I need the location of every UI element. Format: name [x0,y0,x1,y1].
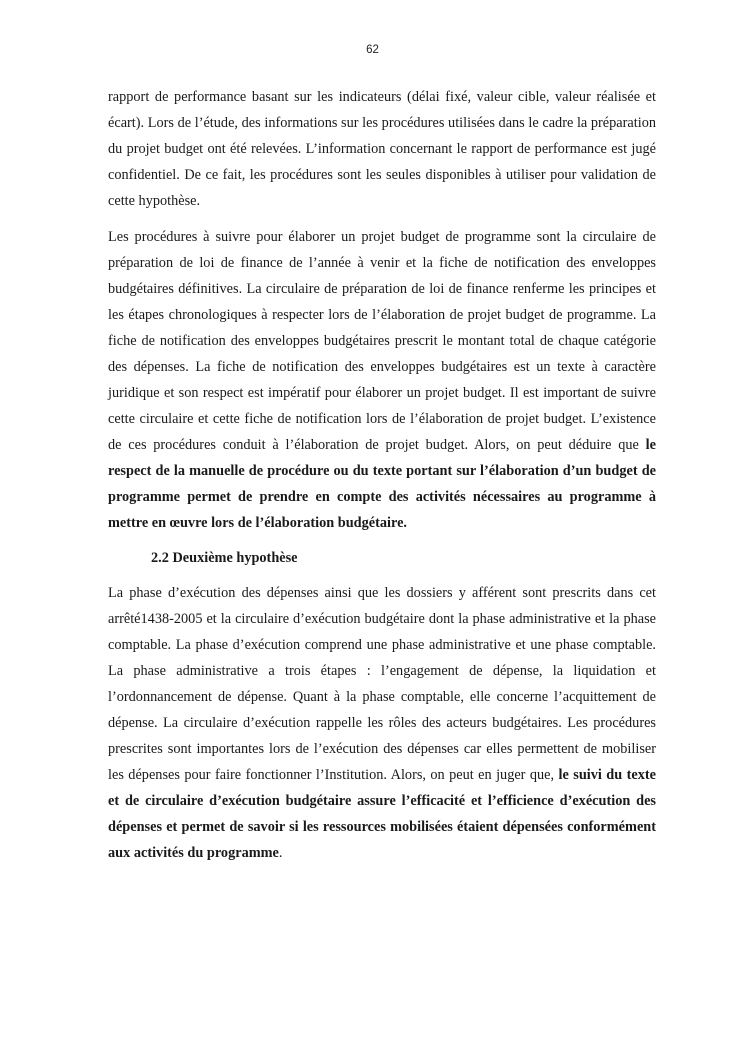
paragraph-end-punctuation: . [278,845,283,861]
paragraph-text: rapport de performance basant sur les indicateurs (délai fixé, valeur cible, valeur réalisée et écart). Lors de l’étude, des informations sur les procédures utilisées dans le cadre la préparation du projet budget ont été relevées. L’information concernant le rapport de performance est jugé confidentiel. De ce fait, les procédures sont les seules disponibles à utiliser pour validation de cette hypothèse. [108,89,656,209]
paragraph-execution-phase [108,580,656,866]
section-heading: 2.2 Deuxième hypothèse [151,550,298,566]
paragraph-conclusion-bold: le suivi du texte et de circulaire d’exécution budgétaire assure l’efficacité et l’efficience d’exécution des dépenses et permet de savoir si les ressources mobilisées étaient dépensées conformément aux activités du programme [108,767,656,861]
paragraph-conclusion-bold: le respect de la manuelle de procédure ou du texte portant sur l’élaboration d’un budget de programme permet de prendre en compte des activités nécessaires au programme à mettre en œuvre lors de l’élaboration budgétaire. [108,437,656,531]
document-body [108,84,656,866]
paragraph-performance-report [108,84,656,214]
paragraph-text: La phase d’exécution des dépenses ainsi que les dossiers y afférent sont prescrits dans cet arrêté1438-2005 et la circulaire d’exécution budgétaire dont la phase administrative et la phase comptable. La phase d’exécution comprend une phase administrative et une phase comptable. La phase administrative a trois étapes : l’engagement de dépense, la liquidation et l’ordonnancement de dépense. Quant à la phase comptable, elle concerne l’acquittement de dépense. La circulaire d’exécution rappelle les rôles des acteurs budgétaires. Les procédures prescrites sont importantes lors de l’exécution des dépenses car elles permettent de mobiliser les dépenses pour faire fonctionner l’Institution. Alors, on peut en juger que, [108,585,656,783]
paragraph-text: Les procédures à suivre pour élaborer un projet budget de programme sont la circulaire de préparation de loi de finance de l’année à venir et la fiche de notification des enveloppes budgétaires définitives. La circulaire de préparation de loi de finance renferme les principes et les étapes chronologiques à respecter lors de l’élaboration de projet budget de programme. La fiche de notification des enveloppes budgétaires prescrit le montant total de chaque catégorie des dépenses. La fiche de notification des enveloppes budgétaires est un texte à caractère juridique et son respect est impératif pour élaborer un projet budget. Il est important de suivre cette circulaire et cette fiche de notification lors de l’élaboration de projet budget. L’existence de ces procédures conduit à l’élaboration de projet budget. Alors, on peut déduire que [108,229,656,453]
paragraph-budget-procedures [108,224,656,536]
page-number: 62 [366,44,379,56]
